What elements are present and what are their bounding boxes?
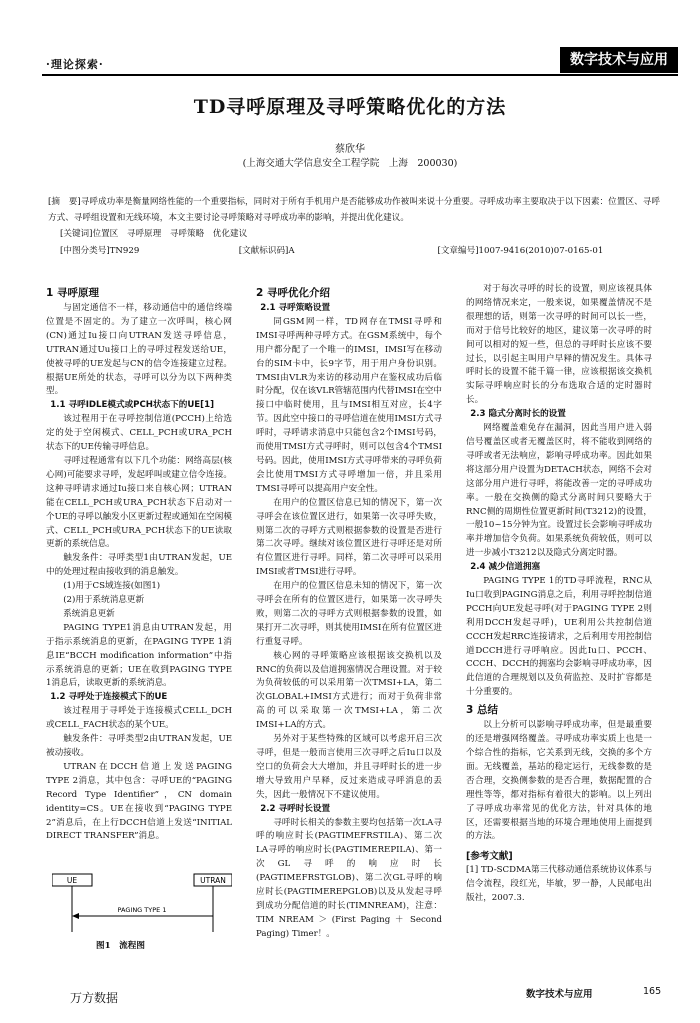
abstract: [摘 要]寻呼成功率是衡量网络性能的一个重要指标，同时对于所有手机用户是否能够成功作被叫来说十分重要。寻呼成功率主要取决于以下因素：位置区、寻呼方式、寻呼组设置和无线环境，本文主要讨论寻呼策略对寻呼成功率的影响，并提出优化建议。 bbox=[48, 197, 660, 223]
paragraph: 该过程用于寻呼处于连接模式CELL_DCH或CELL_FACH状态的某个UE。 bbox=[46, 706, 232, 731]
paragraph: 对于每次寻呼的时长的设置，则应该视具体的网络情况来定，一般来说，如果覆盖情况不是很理想的话，则第一次寻呼的时间可以长一些，而对于信号比较好的地区，建议第一次寻呼的时间可以相对的短一些，但总的寻呼时长应该不要过长，以引起主叫用户早释的情况发生。具体寻呼时长的设置不能千篇一律，应该根据该交换机实际寻呼响应时长的分布选取合适的定时器时长。 bbox=[466, 284, 652, 406]
section-heading: 2 寻呼优化介绍 bbox=[256, 287, 330, 299]
page-number: 165 bbox=[643, 986, 662, 997]
list-item: (2)用于系统消息更新 bbox=[63, 595, 145, 606]
subsection-heading: 2.4 减少信道拥塞 bbox=[470, 562, 541, 573]
keywords-row bbox=[60, 227, 660, 239]
subsection-heading: 2.2 寻呼时长设置 bbox=[260, 803, 331, 814]
clc-number: [中图分类号]TN929 bbox=[60, 246, 140, 256]
section-label: ·理论探索· bbox=[46, 58, 104, 71]
paragraph: 与固定通信不一样，移动通信中的通信终端位置是不固定的。为了建立一次呼叫，核心网(CN)通过Iu接口向UTRAN发送寻呼信息，UTRAN通过Uu接口上的寻呼过程发送给UE，使被寻呼的UE发起与CN的信令连接建立过程。根据UE所处的状态，寻呼可以分为以下两种类型。 bbox=[46, 303, 232, 397]
paragraph: 触发条件：寻呼类型2由UTRAN发起，UE被动接收。 bbox=[46, 734, 232, 758]
list-item: (1)用于CS域连接(如图1) bbox=[63, 581, 161, 592]
subsection-heading: 2.1 寻呼策略设置 bbox=[260, 303, 331, 313]
utran-label: UTRAN bbox=[200, 876, 226, 885]
document-code: [文献标识码]A bbox=[238, 246, 295, 256]
paragraph: 同GSM网一样，TD网存在TMSI寻呼和IMSI寻呼两种寻呼方式。在GSM系统中，每个用户都分配了一个唯一的IMSI，IMSI写在移动台的SIM卡中，长9字节，用于用户身份识别。TMSI由VLR为来访的移动用户在鉴权成功后临时分配，仅在该VLR管辖范围内代替IMSI在空中接口中临时使用，且与IMSI相互对应，长4字节。因此空中接口的寻呼信道在使用IMSI方式寻呼时，寻呼请求消息中只能包含2个IMSI号码，而使用TMSI方式寻呼时，则可以包含4个TMSI号码。因此，使用IMSI方式寻呼带来的寻呼负荷会比使用TMSI方式寻呼增加一倍，并且采用TMSI寻呼可以提高用户安全性。 bbox=[256, 316, 442, 494]
paragraph: 网络覆盖难免存在漏洞，因此当用户进入弱信号覆盖区或者无覆盖区时，将不能收到网络的寻呼或者无法响应，影响寻呼成功率。因此如果将这部分用户设置为DETACH状态，网络不会对这部分用户进行寻呼，将能改善一定的寻呼成功率。一般在交换侧的隐式分离时间只要略大于RNC侧的周期性位置更新时间(T3212)的设置，一般10~15分钟为宜。设置过长会影响寻呼成功率并增加信令负荷。如果系统负荷较低，则可以进一步减小T3212以及隐式分离定时器。 bbox=[466, 423, 652, 559]
reference-item: [1] TD-SCDMA第三代移动通信系统协议体系与信令流程，段红光，毕敏，罗一静，人民邮电出版社，2007.3. bbox=[466, 865, 652, 904]
subsection-heading: 1.1 寻呼IDLE模式或PCH状态下的UE[1] bbox=[50, 400, 215, 411]
watermark: 万方数据 bbox=[70, 991, 119, 1005]
journal-banner: 数字技术与应用 bbox=[560, 47, 678, 73]
paragraph: 在用户的位置区信息已知的情况下，第一次寻呼会在该位置区进行，如果第一次寻呼失败，则第二次的寻呼方式则根据参数的设置是否进行第二次寻呼。继续对该位置区进行寻呼还是对所有位置区进行寻呼。同样，第二次寻呼可以采用IMSI或者TMSI进行寻呼。 bbox=[256, 497, 442, 578]
message-label: PAGING TYPE 1 bbox=[117, 906, 167, 914]
paragraph: UTRAN在DCCH信道上发送PAGING TYPE 2消息，其中包含：寻呼UE的“PAGING Record Type Identifier”，CN domain identity=CS。UE在接收到“PAGING TYPE 2”消息后，在上行DCCH信道上发送“INITIAL DIRECT TRANSFER”消息。 bbox=[46, 761, 232, 842]
flow-diagram bbox=[52, 872, 232, 934]
keywords: [关键词]位置区 寻呼原理 寻呼策略 优化建议 bbox=[60, 229, 248, 239]
paragraph: PAGING TYPE1消息由UTRAN发起，用于指示系统消息的更新，在PAGING TYPE 1消息IE“BCCH modification information”中指示系统消息的更新；UE在收到PAGING TYPE 1消息后，读取更新的系统消息。 bbox=[46, 622, 232, 689]
paragraph: 触发条件：寻呼类型1由UTRAN发起，UE中的处理过程由接收到的消息触发。 bbox=[46, 553, 232, 578]
footer-journal: 数字技术与应用 bbox=[526, 989, 593, 1000]
section-heading: 3 总结 bbox=[466, 704, 498, 717]
list-item: 系统消息更新 bbox=[63, 608, 115, 619]
paragraph: PAGING TYPE 1的TD寻呼流程，RNC从Iu口收到PAGING消息之后，利用寻呼控制信道PCCH向UE发起寻呼(对于PAGING TYPE 2则利用DCCH发起寻呼)，UE利用公共控制信道CCCH发起RRC连接请求，之后利用专用控制信道DCCH进行寻呼响应。因此Iu口、PCCH、CCCH、DCCH的拥塞均会影响寻呼成功率，因此信道的合理规划以及负荷监控、及时扩容都是十分重要的。 bbox=[466, 576, 652, 698]
article-number: [文章编号]1007-9416(2010)07-0165-01 bbox=[437, 246, 604, 256]
figure-caption: 图1 流程图 bbox=[96, 941, 145, 951]
classification-row bbox=[60, 244, 660, 256]
header-rule bbox=[42, 74, 678, 76]
subsection-heading: 1.2 寻呼处于连接模式下的UE bbox=[50, 692, 168, 703]
column-3 bbox=[466, 283, 652, 906]
arrow-head-icon bbox=[72, 913, 79, 919]
column-2 bbox=[256, 283, 442, 942]
paragraph: 以上分析可以影响寻呼成功率，但是最重要的还是增强网络覆盖。寻呼成功率实质上也是一个综合性的指标，它关系到无线，交换的多个方面。无线覆盖，基站的稳定运行，无线参数的是否合理，交换侧参数的是否合理，数据配置的合理性等等，都对指标有着很大的影响。以上列出了寻呼成功率常见的优化方法，针对具体的地区，还需要根据当地的环境合理地使用上面提到的方法。 bbox=[466, 720, 652, 842]
paragraph: 该过程用于在寻呼控制信道(PCCH)上给选定的处于空闲模式、CELL_PCH或URA_PCH状态下的UE传输寻呼信息。 bbox=[46, 414, 232, 453]
author: 蔡欣华 bbox=[335, 144, 365, 155]
section-heading: 1 寻呼原理 bbox=[46, 287, 99, 299]
article-title: TD寻呼原理及寻呼策略优化的方法 bbox=[193, 96, 507, 118]
paragraph: 在用户的位置区信息未知的情况下，第一次寻呼会在所有的位置区进行，如果第一次寻呼失败，则第二次的寻呼方式则根据参数的设置，如果打开二次寻呼，则其使用IMSI在所有位置区进行重复寻呼。 bbox=[256, 581, 442, 647]
paragraph: 另外对于某些特殊的区域可以考虑开启三次寻呼，但是一般而言使用三次寻呼之后Iu口以及空口的负荷会大大增加，并且寻呼时长的进一步增大导致用户早释，反过来造成寻呼消息的丢失，因此一般情况下不建议使用。 bbox=[256, 734, 442, 800]
ue-label: UE bbox=[66, 876, 78, 885]
paragraph: 核心网的寻呼策略应该根据该交换机以及RNC的负荷以及信道拥塞情况合理设置。对于较为负荷较低的可以采用第一次TMSI+LA，第二次GLOBAL+IMSI方式进行；而对于负荷非常高的可以采取第一次TMSI+LA，第二次IMSI+LA的方式。 bbox=[256, 650, 442, 731]
affiliation: (上海交通大学信息安全工程学院 上海 200030) bbox=[242, 158, 458, 169]
paragraph: 寻呼时长相关的参数主要均包括第一次LA寻呼的响应时长(PAGTIMEFRSTILA)、第二次LA寻呼的响应时长(PAGTIMEREPILA)、第一次GL寻呼的响应时长(PAGTIMEFRSTGLOB)、第二次GL寻呼的响应时长(PAGTIMEREPGLOB)以及从发起寻呼到成功分配信道的时长(TIMNREAM)，注意：TIM NREAM ＞ (First Paging ＋ Second Paging) Timer！。 bbox=[256, 817, 442, 939]
paragraph: 寻呼过程通常有以下几个功能：网络高层(核心网)可能要求寻呼，发起呼叫或建立信令连接。这种寻呼请求通过Iu接口来自核心网；UTRAN能在CELL_PCH或URA_PCH状态下启动对一个UE的寻呼以触发小区更新过程或通知在空闲模式、CELL_PCH或URA_PCH状态下的UE读取更新的系统信息。 bbox=[46, 455, 232, 550]
subsection-heading: 2.3 隐式分离时长的设置 bbox=[470, 409, 566, 420]
column-1 bbox=[46, 283, 232, 844]
references-heading: [参考文献] bbox=[466, 851, 513, 863]
